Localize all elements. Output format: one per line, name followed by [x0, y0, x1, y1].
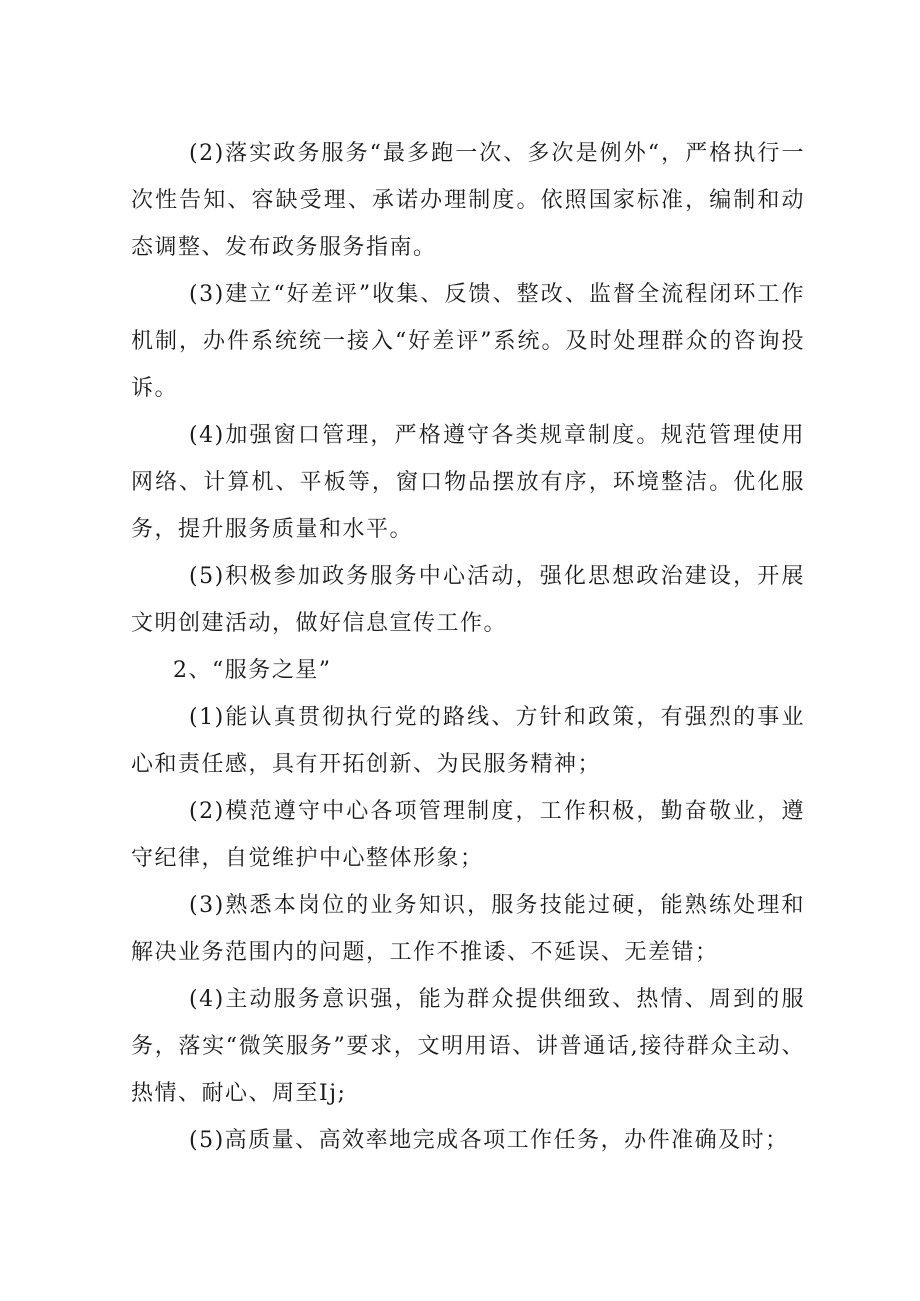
section-item-1: (1)能认真贯彻执行党的路线、方针和政策，有强烈的事业心和责任感，具有开拓创新、为民服务精神； [131, 705, 805, 777]
section-item-3: (3)熟悉本岗位的业务知识，服务技能过硬，能熟练处理和解决业务范围内的问题，工作不推诿、不延误、无差错； [131, 893, 805, 965]
paragraph-item-4: (4)加强窗口管理，严格遵守各类规章制度。规范管理使用网络、计算机、平板等，窗口物品摆放有序，环境整洁。优化服务，提升服务质量和水平。 [131, 423, 805, 542]
section-item-5: (5)高质量、高效率地完成各项工作任务，办件准确及时； [189, 1128, 789, 1153]
section-item-2: (2)模范遵守中心各项管理制度，工作积极，勤奋敬业，遵守纪律，自觉维护中心整体形象； [131, 799, 805, 871]
document-body [131, 130, 805, 1164]
paragraph-item-5: (5)积极参加政务服务中心活动，强化思想政治建设，开展文明创建活动，做好信息宣传工作。 [131, 564, 805, 636]
section-item-4: (4)主动服务意识强，能为群众提供细致、热情、周到的服务，落实“微笑服务”要求，文明用语、讲普通话,接待群众主动、热情、耐心、周至Ij; [131, 987, 805, 1106]
paragraph-item-3: (3)建立“好差评”收集、反馈、整改、监督全流程闭环工作机制，办件系统统一接入“好差评”系统。及时处理群众的咨询投诉。 [131, 282, 805, 401]
section-heading: 2、“服务之星” [173, 658, 332, 683]
paragraph-item-2: (2)落实政务服务“最多跑一次、多次是例外“，严格执行一次性告知、容缺受理、承诺办理制度。依照国家标准，编制和动态调整、发布政务服务指南。 [131, 141, 805, 260]
